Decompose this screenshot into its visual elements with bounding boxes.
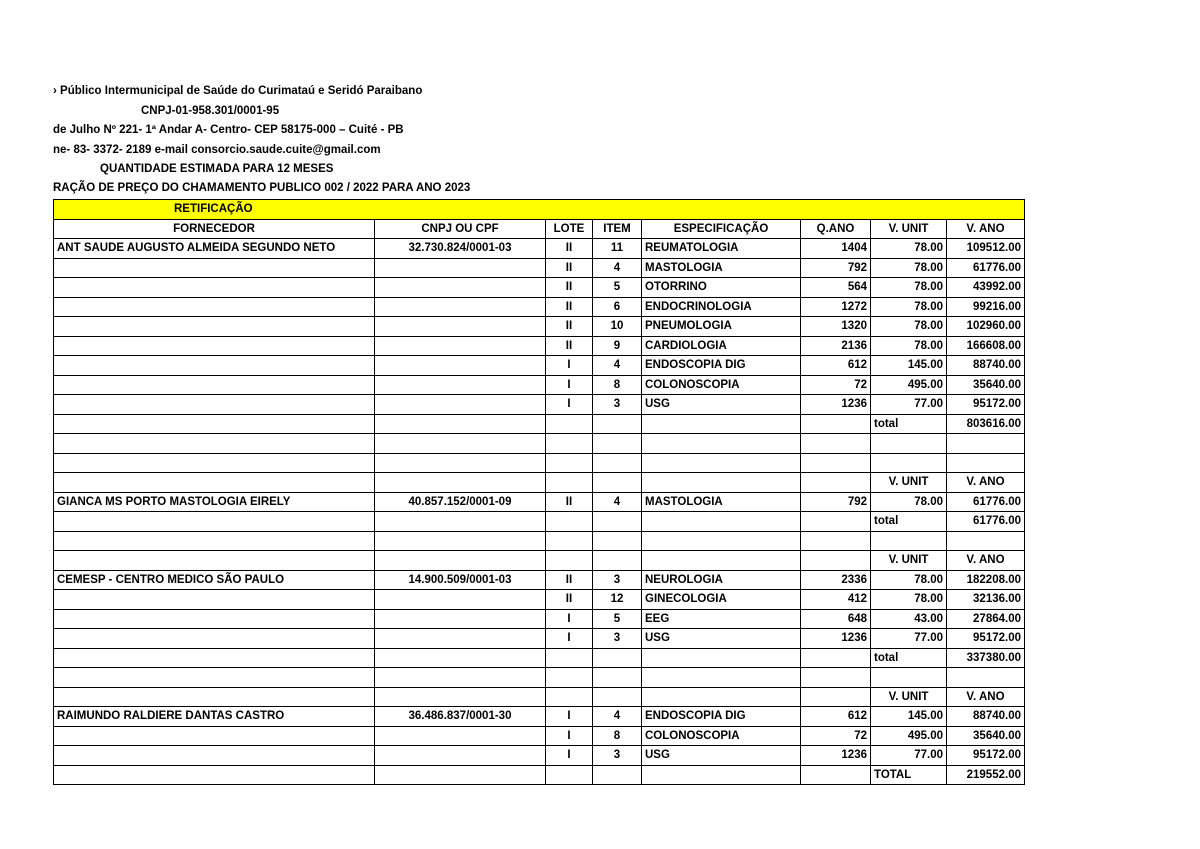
empty-cell xyxy=(375,453,546,473)
supplier-name: ANT SAUDE AUGUSTO ALMEIDA SEGUNDO NETO xyxy=(54,239,375,259)
subheader-v-unit: V. UNIT xyxy=(871,551,947,571)
item-cell: 3 xyxy=(593,395,642,415)
subheader-v-ano: V. ANO xyxy=(947,473,1025,493)
lote-cell: I xyxy=(546,609,593,629)
table-row xyxy=(54,629,1025,649)
empty-cell xyxy=(593,668,642,688)
empty-cell xyxy=(871,668,947,688)
v-unit-cell: 495.00 xyxy=(871,375,947,395)
v-unit-cell: 77.00 xyxy=(871,395,947,415)
v-ano-cell: 182208.00 xyxy=(947,570,1025,590)
empty-cell xyxy=(375,297,546,317)
especificacao-cell: COLONOSCOPIA xyxy=(642,726,801,746)
table-row xyxy=(54,590,1025,610)
empty-cell xyxy=(593,473,642,493)
lote-cell: I xyxy=(546,375,593,395)
spacer-row xyxy=(54,668,1025,688)
empty-cell xyxy=(375,648,546,668)
v-ano-cell: 43992.00 xyxy=(947,278,1025,298)
empty-cell xyxy=(947,434,1025,454)
item-cell: 4 xyxy=(593,707,642,727)
item-cell: 3 xyxy=(593,629,642,649)
lote-cell: II xyxy=(546,590,593,610)
empty-cell xyxy=(546,453,593,473)
empty-cell xyxy=(54,356,375,376)
empty-cell xyxy=(54,414,375,434)
table-row xyxy=(54,239,1025,259)
v-unit-cell: 78.00 xyxy=(871,239,947,259)
col-header-fornecedor: FORNECEDOR xyxy=(54,219,375,239)
lote-cell: II xyxy=(546,278,593,298)
v-unit-cell: 78.00 xyxy=(871,590,947,610)
table-row xyxy=(54,707,1025,727)
empty-cell xyxy=(593,687,642,707)
supplier-cnpj: 36.486.837/0001-30 xyxy=(375,707,546,727)
q-ano-cell: 2136 xyxy=(801,336,871,356)
table-row xyxy=(54,726,1025,746)
v-ano-cell: 61776.00 xyxy=(947,492,1025,512)
v-unit-cell: 78.00 xyxy=(871,278,947,298)
item-cell: 3 xyxy=(593,746,642,766)
lote-cell: I xyxy=(546,629,593,649)
empty-cell xyxy=(801,765,871,785)
v-unit-cell: 78.00 xyxy=(871,317,947,337)
v-unit-cell: 78.00 xyxy=(871,297,947,317)
v-ano-cell: 99216.00 xyxy=(947,297,1025,317)
total-value: 219552.00 xyxy=(947,765,1025,785)
v-unit-cell: 145.00 xyxy=(871,356,947,376)
col-header-especificacao: ESPECIFICAÇÃO xyxy=(642,219,801,239)
q-ano-cell: 792 xyxy=(801,258,871,278)
empty-cell xyxy=(54,395,375,415)
v-unit-cell: 43.00 xyxy=(871,609,947,629)
empty-cell xyxy=(54,473,375,493)
table-row xyxy=(54,609,1025,629)
v-ano-cell: 88740.00 xyxy=(947,707,1025,727)
empty-cell xyxy=(54,278,375,298)
empty-cell xyxy=(801,434,871,454)
empty-cell xyxy=(642,687,801,707)
total-value: 61776.00 xyxy=(947,512,1025,532)
especificacao-cell: USG xyxy=(642,746,801,766)
empty-cell xyxy=(593,414,642,434)
q-ano-cell: 412 xyxy=(801,590,871,610)
empty-cell xyxy=(375,551,546,571)
col-header-item: ITEM xyxy=(593,219,642,239)
q-ano-cell: 648 xyxy=(801,609,871,629)
empty-cell xyxy=(642,512,801,532)
especificacao-cell: MASTOLOGIA xyxy=(642,258,801,278)
especificacao-cell: PNEUMOLOGIA xyxy=(642,317,801,337)
header-subtitle: RAÇÃO DE PREÇO DO CHAMAMENTO PUBLICO 002 / 2022 PARA ANO 2023 xyxy=(53,182,471,194)
empty-cell xyxy=(593,765,642,785)
especificacao-cell: ENDOCRINOLOGIA xyxy=(642,297,801,317)
total-row xyxy=(54,414,1025,434)
empty-cell xyxy=(593,453,642,473)
empty-cell xyxy=(375,590,546,610)
empty-cell xyxy=(54,297,375,317)
empty-cell xyxy=(947,668,1025,688)
supplier-name: RAIMUNDO RALDIERE DANTAS CASTRO xyxy=(54,707,375,727)
total-row xyxy=(54,648,1025,668)
total-row xyxy=(54,512,1025,532)
item-cell: 8 xyxy=(593,726,642,746)
item-cell: 12 xyxy=(593,590,642,610)
empty-cell xyxy=(375,687,546,707)
table-row xyxy=(54,375,1025,395)
table-row xyxy=(54,746,1025,766)
total-label: total xyxy=(871,414,947,434)
empty-cell xyxy=(54,336,375,356)
empty-cell xyxy=(54,434,375,454)
empty-cell xyxy=(546,414,593,434)
especificacao-cell: CARDIOLOGIA xyxy=(642,336,801,356)
empty-cell xyxy=(801,414,871,434)
table-row xyxy=(54,356,1025,376)
empty-cell xyxy=(375,746,546,766)
v-unit-cell: 78.00 xyxy=(871,336,947,356)
v-unit-cell: 77.00 xyxy=(871,629,947,649)
empty-cell xyxy=(54,317,375,337)
empty-cell xyxy=(801,473,871,493)
subheader-row xyxy=(54,687,1025,707)
q-ano-cell: 1236 xyxy=(801,746,871,766)
especificacao-cell: ENDOSCOPIA DIG xyxy=(642,707,801,727)
empty-cell xyxy=(546,434,593,454)
table-row xyxy=(54,336,1025,356)
lote-cell: II xyxy=(546,492,593,512)
empty-cell xyxy=(642,765,801,785)
q-ano-cell: 1272 xyxy=(801,297,871,317)
empty-cell xyxy=(54,258,375,278)
v-ano-cell: 32136.00 xyxy=(947,590,1025,610)
empty-cell xyxy=(593,434,642,454)
q-ano-cell: 792 xyxy=(801,492,871,512)
empty-cell xyxy=(871,434,947,454)
item-cell: 4 xyxy=(593,492,642,512)
item-cell: 4 xyxy=(593,356,642,376)
lote-cell: II xyxy=(546,239,593,259)
lote-cell: II xyxy=(546,570,593,590)
empty-cell xyxy=(54,687,375,707)
lote-cell: II xyxy=(546,317,593,337)
empty-cell xyxy=(375,258,546,278)
empty-cell xyxy=(54,531,375,551)
empty-cell xyxy=(801,648,871,668)
especificacao-cell: REUMATOLOGIA xyxy=(642,239,801,259)
lote-cell: II xyxy=(546,297,593,317)
subheader-v-ano: V. ANO xyxy=(947,551,1025,571)
empty-cell xyxy=(54,512,375,532)
empty-cell xyxy=(801,668,871,688)
col-header-vunit: V. UNIT xyxy=(871,219,947,239)
empty-cell xyxy=(593,512,642,532)
supplier-name: GIANCA MS PORTO MASTOLOGIA EIRELY xyxy=(54,492,375,512)
q-ano-cell: 612 xyxy=(801,707,871,727)
v-unit-cell: 495.00 xyxy=(871,726,947,746)
total-row xyxy=(54,765,1025,785)
empty-cell xyxy=(54,609,375,629)
empty-cell xyxy=(375,765,546,785)
especificacao-cell: OTORRINO xyxy=(642,278,801,298)
empty-cell xyxy=(375,414,546,434)
v-ano-cell: 95172.00 xyxy=(947,746,1025,766)
supplier-cnpj: 14.900.509/0001-03 xyxy=(375,570,546,590)
item-cell: 10 xyxy=(593,317,642,337)
lote-cell: II xyxy=(546,258,593,278)
price-table xyxy=(53,199,1025,785)
v-unit-cell: 78.00 xyxy=(871,258,947,278)
item-cell: 6 xyxy=(593,297,642,317)
table-row xyxy=(54,395,1025,415)
empty-cell xyxy=(546,473,593,493)
v-ano-cell: 109512.00 xyxy=(947,239,1025,259)
item-cell: 8 xyxy=(593,375,642,395)
empty-cell xyxy=(54,648,375,668)
especificacao-cell: EEG xyxy=(642,609,801,629)
item-cell: 11 xyxy=(593,239,642,259)
lote-cell: I xyxy=(546,356,593,376)
empty-cell xyxy=(947,531,1025,551)
empty-cell xyxy=(375,336,546,356)
empty-cell xyxy=(375,512,546,532)
q-ano-cell: 72 xyxy=(801,726,871,746)
empty-cell xyxy=(546,531,593,551)
empty-cell xyxy=(54,375,375,395)
item-cell: 5 xyxy=(593,609,642,629)
table-row xyxy=(54,258,1025,278)
q-ano-cell: 1404 xyxy=(801,239,871,259)
especificacao-cell: NEUROLOGIA xyxy=(642,570,801,590)
v-ano-cell: 61776.00 xyxy=(947,258,1025,278)
empty-cell xyxy=(546,648,593,668)
subheader-v-ano: V. ANO xyxy=(947,687,1025,707)
v-ano-cell: 95172.00 xyxy=(947,629,1025,649)
item-cell: 3 xyxy=(593,570,642,590)
col-header-qano: Q.ANO xyxy=(801,219,871,239)
empty-cell xyxy=(642,531,801,551)
header-address: de Julho Nº 221- 1ª Andar A- Centro- CEP 58175-000 – Cuité - PB xyxy=(53,124,404,136)
header-quantity-note: QUANTIDADE ESTIMADA PARA 12 MESES xyxy=(100,163,334,175)
empty-cell xyxy=(375,356,546,376)
empty-cell xyxy=(375,317,546,337)
empty-cell xyxy=(546,765,593,785)
empty-cell xyxy=(375,668,546,688)
empty-cell xyxy=(54,668,375,688)
item-cell: 5 xyxy=(593,278,642,298)
empty-cell xyxy=(546,512,593,532)
empty-cell xyxy=(375,395,546,415)
empty-cell xyxy=(642,453,801,473)
col-header-vano: V. ANO xyxy=(947,219,1025,239)
empty-cell xyxy=(801,512,871,532)
q-ano-cell: 1236 xyxy=(801,629,871,649)
empty-cell xyxy=(375,278,546,298)
empty-cell xyxy=(801,453,871,473)
v-unit-cell: 77.00 xyxy=(871,746,947,766)
empty-cell xyxy=(642,648,801,668)
subheader-v-unit: V. UNIT xyxy=(871,687,947,707)
empty-cell xyxy=(54,765,375,785)
supplier-cnpj: 40.857.152/0001-09 xyxy=(375,492,546,512)
col-header-lote: LOTE xyxy=(546,219,593,239)
lote-cell: II xyxy=(546,336,593,356)
v-ano-cell: 35640.00 xyxy=(947,726,1025,746)
empty-cell xyxy=(375,434,546,454)
empty-cell xyxy=(642,414,801,434)
total-label: total xyxy=(871,648,947,668)
empty-cell xyxy=(871,531,947,551)
banner-label: RETIFICAÇÃO xyxy=(54,200,1025,220)
especificacao-cell: GINECOLOGIA xyxy=(642,590,801,610)
empty-cell xyxy=(593,648,642,668)
item-cell: 9 xyxy=(593,336,642,356)
v-ano-cell: 35640.00 xyxy=(947,375,1025,395)
table-row xyxy=(54,570,1025,590)
lote-cell: I xyxy=(546,726,593,746)
spacer-row xyxy=(54,434,1025,454)
subheader-row xyxy=(54,551,1025,571)
empty-cell xyxy=(54,453,375,473)
header-cnpj: CNPJ-01-958.301/0001-95 xyxy=(141,105,280,117)
table-row xyxy=(54,297,1025,317)
especificacao-cell: MASTOLOGIA xyxy=(642,492,801,512)
empty-cell xyxy=(546,551,593,571)
v-ano-cell: 95172.00 xyxy=(947,395,1025,415)
q-ano-cell: 2336 xyxy=(801,570,871,590)
header-title: › Público Intermunicipal de Saúde do Curimataú e Seridó Paraibano xyxy=(53,85,423,97)
banner-row xyxy=(54,200,1025,220)
empty-cell xyxy=(546,687,593,707)
item-cell: 4 xyxy=(593,258,642,278)
empty-cell xyxy=(546,668,593,688)
empty-cell xyxy=(54,629,375,649)
v-unit-cell: 145.00 xyxy=(871,707,947,727)
empty-cell xyxy=(593,551,642,571)
q-ano-cell: 1236 xyxy=(801,395,871,415)
lote-cell: I xyxy=(546,395,593,415)
especificacao-cell: COLONOSCOPIA xyxy=(642,375,801,395)
empty-cell xyxy=(54,590,375,610)
v-unit-cell: 78.00 xyxy=(871,570,947,590)
especificacao-cell: ENDOSCOPIA DIG xyxy=(642,356,801,376)
empty-cell xyxy=(642,434,801,454)
empty-cell xyxy=(642,551,801,571)
empty-cell xyxy=(801,531,871,551)
v-ano-cell: 27864.00 xyxy=(947,609,1025,629)
q-ano-cell: 1320 xyxy=(801,317,871,337)
empty-cell xyxy=(54,746,375,766)
especificacao-cell: USG xyxy=(642,395,801,415)
empty-cell xyxy=(593,531,642,551)
empty-cell xyxy=(801,551,871,571)
empty-cell xyxy=(375,531,546,551)
spacer-row xyxy=(54,453,1025,473)
total-label: TOTAL xyxy=(871,765,947,785)
especificacao-cell: USG xyxy=(642,629,801,649)
empty-cell xyxy=(375,629,546,649)
lote-cell: I xyxy=(546,746,593,766)
empty-cell xyxy=(54,551,375,571)
q-ano-cell: 612 xyxy=(801,356,871,376)
empty-cell xyxy=(947,453,1025,473)
empty-cell xyxy=(642,473,801,493)
table-row xyxy=(54,317,1025,337)
v-ano-cell: 102960.00 xyxy=(947,317,1025,337)
v-ano-cell: 88740.00 xyxy=(947,356,1025,376)
subheader-row xyxy=(54,473,1025,493)
v-ano-cell: 166608.00 xyxy=(947,336,1025,356)
header-contact: ne- 83- 3372- 2189 e-mail consorcio.saude.cuite@gmail.com xyxy=(53,144,381,156)
v-unit-cell: 78.00 xyxy=(871,492,947,512)
empty-cell xyxy=(642,668,801,688)
total-value: 337380.00 xyxy=(947,648,1025,668)
empty-cell xyxy=(54,726,375,746)
total-value: 803616.00 xyxy=(947,414,1025,434)
total-label: total xyxy=(871,512,947,532)
empty-cell xyxy=(375,473,546,493)
q-ano-cell: 72 xyxy=(801,375,871,395)
table-row xyxy=(54,492,1025,512)
q-ano-cell: 564 xyxy=(801,278,871,298)
empty-cell xyxy=(375,609,546,629)
empty-cell xyxy=(801,687,871,707)
empty-cell xyxy=(871,453,947,473)
col-header-cnpj: CNPJ OU CPF xyxy=(375,219,546,239)
lote-cell: I xyxy=(546,707,593,727)
empty-cell xyxy=(375,375,546,395)
header-row xyxy=(54,219,1025,239)
empty-cell xyxy=(375,726,546,746)
subheader-v-unit: V. UNIT xyxy=(871,473,947,493)
spacer-row xyxy=(54,531,1025,551)
table-row xyxy=(54,278,1025,298)
supplier-name: CEMESP - CENTRO MEDICO SÃO PAULO xyxy=(54,570,375,590)
supplier-cnpj: 32.730.824/0001-03 xyxy=(375,239,546,259)
